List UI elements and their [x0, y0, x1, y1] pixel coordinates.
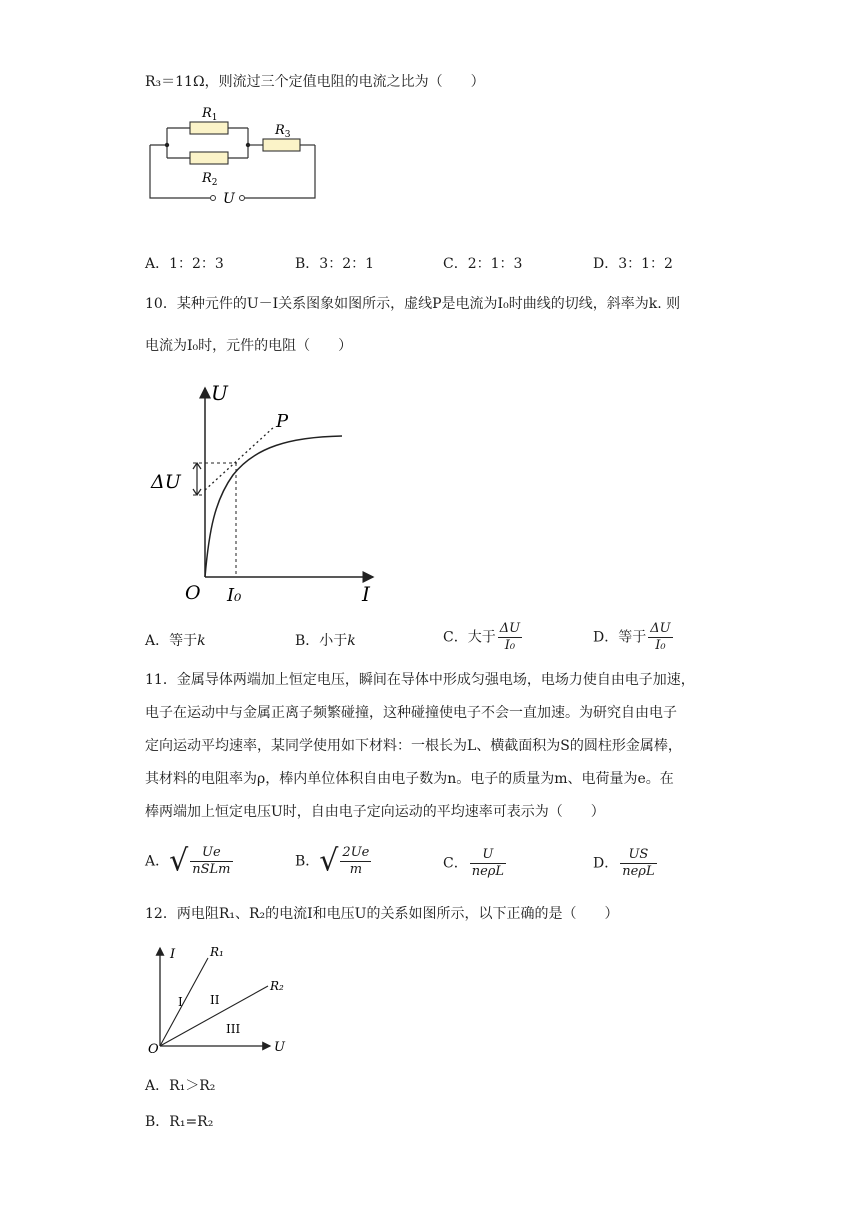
q11-line5: 棒两端加上恒定电压U时，自由电子定向运动的平均速率可表示为（ ）	[145, 804, 605, 820]
q12-option-a[interactable]: A．R₁＞R₂	[145, 1078, 216, 1094]
q10-delta-u-label: ΔU	[151, 471, 181, 493]
q10-option-c[interactable]: C．大于 $\frac{\Delta U}{\text{I₀}}$	[443, 621, 521, 653]
q11-line2: 电子在运动中与金属正离子频繁碰撞，这种碰撞使电子不会一直加速。为研究自由电子	[145, 705, 677, 721]
r1-label: $R_1$	[202, 106, 218, 123]
q12-origin-label: O	[148, 1042, 159, 1057]
q10-option-d[interactable]: D．等于 $\frac{\Delta U}{\text{I₀}}$	[593, 621, 671, 653]
q12-region-2: II	[210, 993, 220, 1007]
q9-option-d[interactable]: D．3：1：2	[593, 256, 673, 272]
q9-stem: R₃＝11Ω，则流过三个定值电阻的电流之比为（ ）	[145, 74, 485, 90]
q12-region-1: I	[178, 995, 183, 1009]
q10-y-axis-label: U	[211, 381, 228, 405]
q12-r2-label: R₂	[270, 979, 284, 993]
q11-option-d[interactable]: D． $\frac{US}{\text{neρL}}$	[593, 847, 655, 879]
q11-line1: 11．金属导体两端加上恒定电压，瞬间在导体中形成匀强电场，电场力使自由电子加速，	[145, 672, 695, 688]
r2-label: $R_2$	[202, 171, 218, 188]
r2-resistor	[190, 152, 228, 164]
q11-option-c[interactable]: C． $\frac{U}{\text{neρL}}$	[443, 847, 505, 879]
q10-option-a[interactable]: A．等于k	[145, 633, 206, 649]
q12-stem: 12．两电阻R₁、R₂的电流I和电压U的关系如图所示，以下正确的是（ ）	[145, 906, 619, 922]
q12-option-b[interactable]: B．R₁=R₂	[145, 1114, 214, 1130]
q12-x-axis-label: U	[274, 1040, 285, 1055]
q12-iu-graph	[148, 938, 298, 1060]
q10-option-b[interactable]: B．小于k	[295, 633, 356, 649]
q10-line2: 电流为I₀时，元件的电阻（ ）	[145, 338, 353, 354]
q9-option-c[interactable]: C．2：1：3	[443, 256, 523, 272]
q9-option-a[interactable]: A．1：2：3	[145, 256, 224, 272]
q9-circuit-diagram	[145, 100, 335, 210]
q10-x-axis-label: I	[362, 582, 370, 606]
q12-region-3: III	[226, 1022, 241, 1036]
q11-option-a[interactable]: A．√ $\frac{Ue}{\text{nSLm}}$	[145, 843, 231, 879]
q9-option-b[interactable]: B．3：2：1	[295, 256, 375, 272]
r3-label: $R_3$	[275, 123, 291, 140]
r3-resistor	[263, 139, 300, 151]
q10-ui-graph	[145, 380, 385, 610]
q11-line3: 定向运动平均速率，某同学使用如下材料：一根长为L、横截面积为S的圆柱形金属棒，	[145, 738, 682, 754]
q10-tangent-label: P	[276, 411, 289, 432]
q10-i0-label: I₀	[227, 585, 242, 606]
q12-y-axis-label: I	[170, 947, 176, 962]
q11-line4: 其材料的电阻率为ρ，棒内单位体积自由电子数为n。电子的质量为m、电荷量为e。在	[145, 771, 674, 787]
q10-origin-label: O	[185, 582, 201, 604]
u-label: U	[223, 191, 235, 207]
q12-r1-label: R₁	[210, 945, 224, 959]
q11-option-b[interactable]: B．√ $\frac{2Ue}{m}$	[295, 843, 370, 879]
r1-resistor	[190, 122, 228, 134]
q10-line1: 10．某种元件的U－I关系图象如图所示，虚线P是电流为I₀时曲线的切线，斜率为k. 则	[145, 296, 681, 312]
